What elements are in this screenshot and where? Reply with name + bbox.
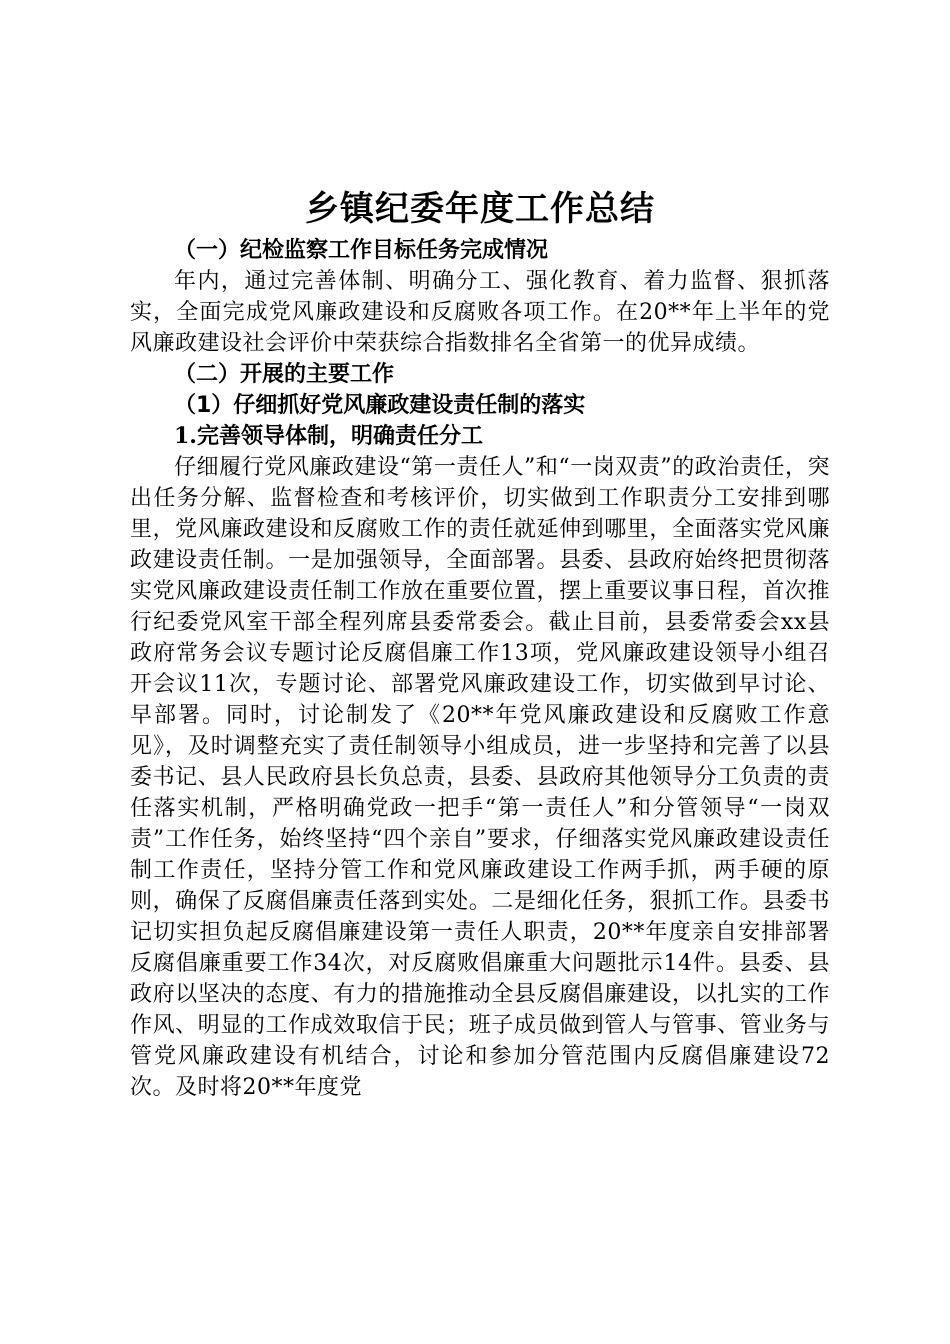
section-heading-1: （一）纪检监察工作目标任务完成情况: [174, 238, 549, 263]
section-paragraph-1: 年内，通过完善体制、明确分工、强化教育、着力监督、狠抓落实，全面完成党风廉政建设和反腐败各项工作。在20**年上半年的党风廉政建设社会评价中荣获综合指数排名全省第一的优异成绩。: [130, 269, 830, 356]
item-heading-1: 1.完善领导体制，明确责任分工: [174, 423, 483, 449]
document-title: 乡镇纪委年度工作总结: [305, 189, 655, 229]
item-paragraph-1: 仔细履行党风廉政建设“第一责任人”和“一岗双责”的政治责任，突出任务分解、监督检查和考核评价，切实做到工作职责分工安排到哪里，党风廉政建设和反腐败工作的责任就延伸到哪里，全面落实党风廉政建设责任制。一是加强领导，全面部署。县委、县政府始终把贯彻落实党风廉政建设责任制工作放在重要位置，摆上重要议事日程，首次推行纪委党风室干部全程列席县委常委会。截止目前，县委常委会xx县政府常务会议专题讨论反腐倡廉工作13项，党风廉政建设领导小组召开会议11次，专题讨论、部署党风廉政建设工作，切实做到早讨论、早部署。同时，讨论制发了《20**年党风廉政建设和反腐败工作意见》，及时调整充实了责任制领导小组成员，进一步坚持和完善了以县委书记、县人民政府县长负总责，县委、县政府其他领导分工负责的责任落实机制，严格明确党政一把手“第一责任人”和分管领导“一岗双责”工作任务，始终坚持“四个亲自”要求，仔细落实党风廉政建设责任制工作责任，坚持分管工作和党风廉政建设工作两手抓，两手硬的原则，确保了反腐倡廉责任落到实处。二是细化任务，狠抓工作。县委书记切实担负起反腐倡廉建设第一责任人职责，20**年度亲自安排部署反腐倡廉重要工作34次，对反腐败倡廉重大问题批示14件。县委、县政府以坚决的态度、有力的措施推动全县反腐倡廉建设，以扎实的工作作风、明显的工作成效取信于民；班子成员做到管人与管事、管业务与管党风廉政建设有机结合，讨论和参加分管范围内反腐倡廉建设72次。及时将20**年度党: [130, 455, 830, 1100]
subsection-heading-1: （1）仔细抓好党风廉政建设责任制的落实: [174, 393, 586, 418]
document-page: [130, 185, 830, 1103]
section-heading-2: （二）开展的主要工作: [174, 362, 395, 387]
